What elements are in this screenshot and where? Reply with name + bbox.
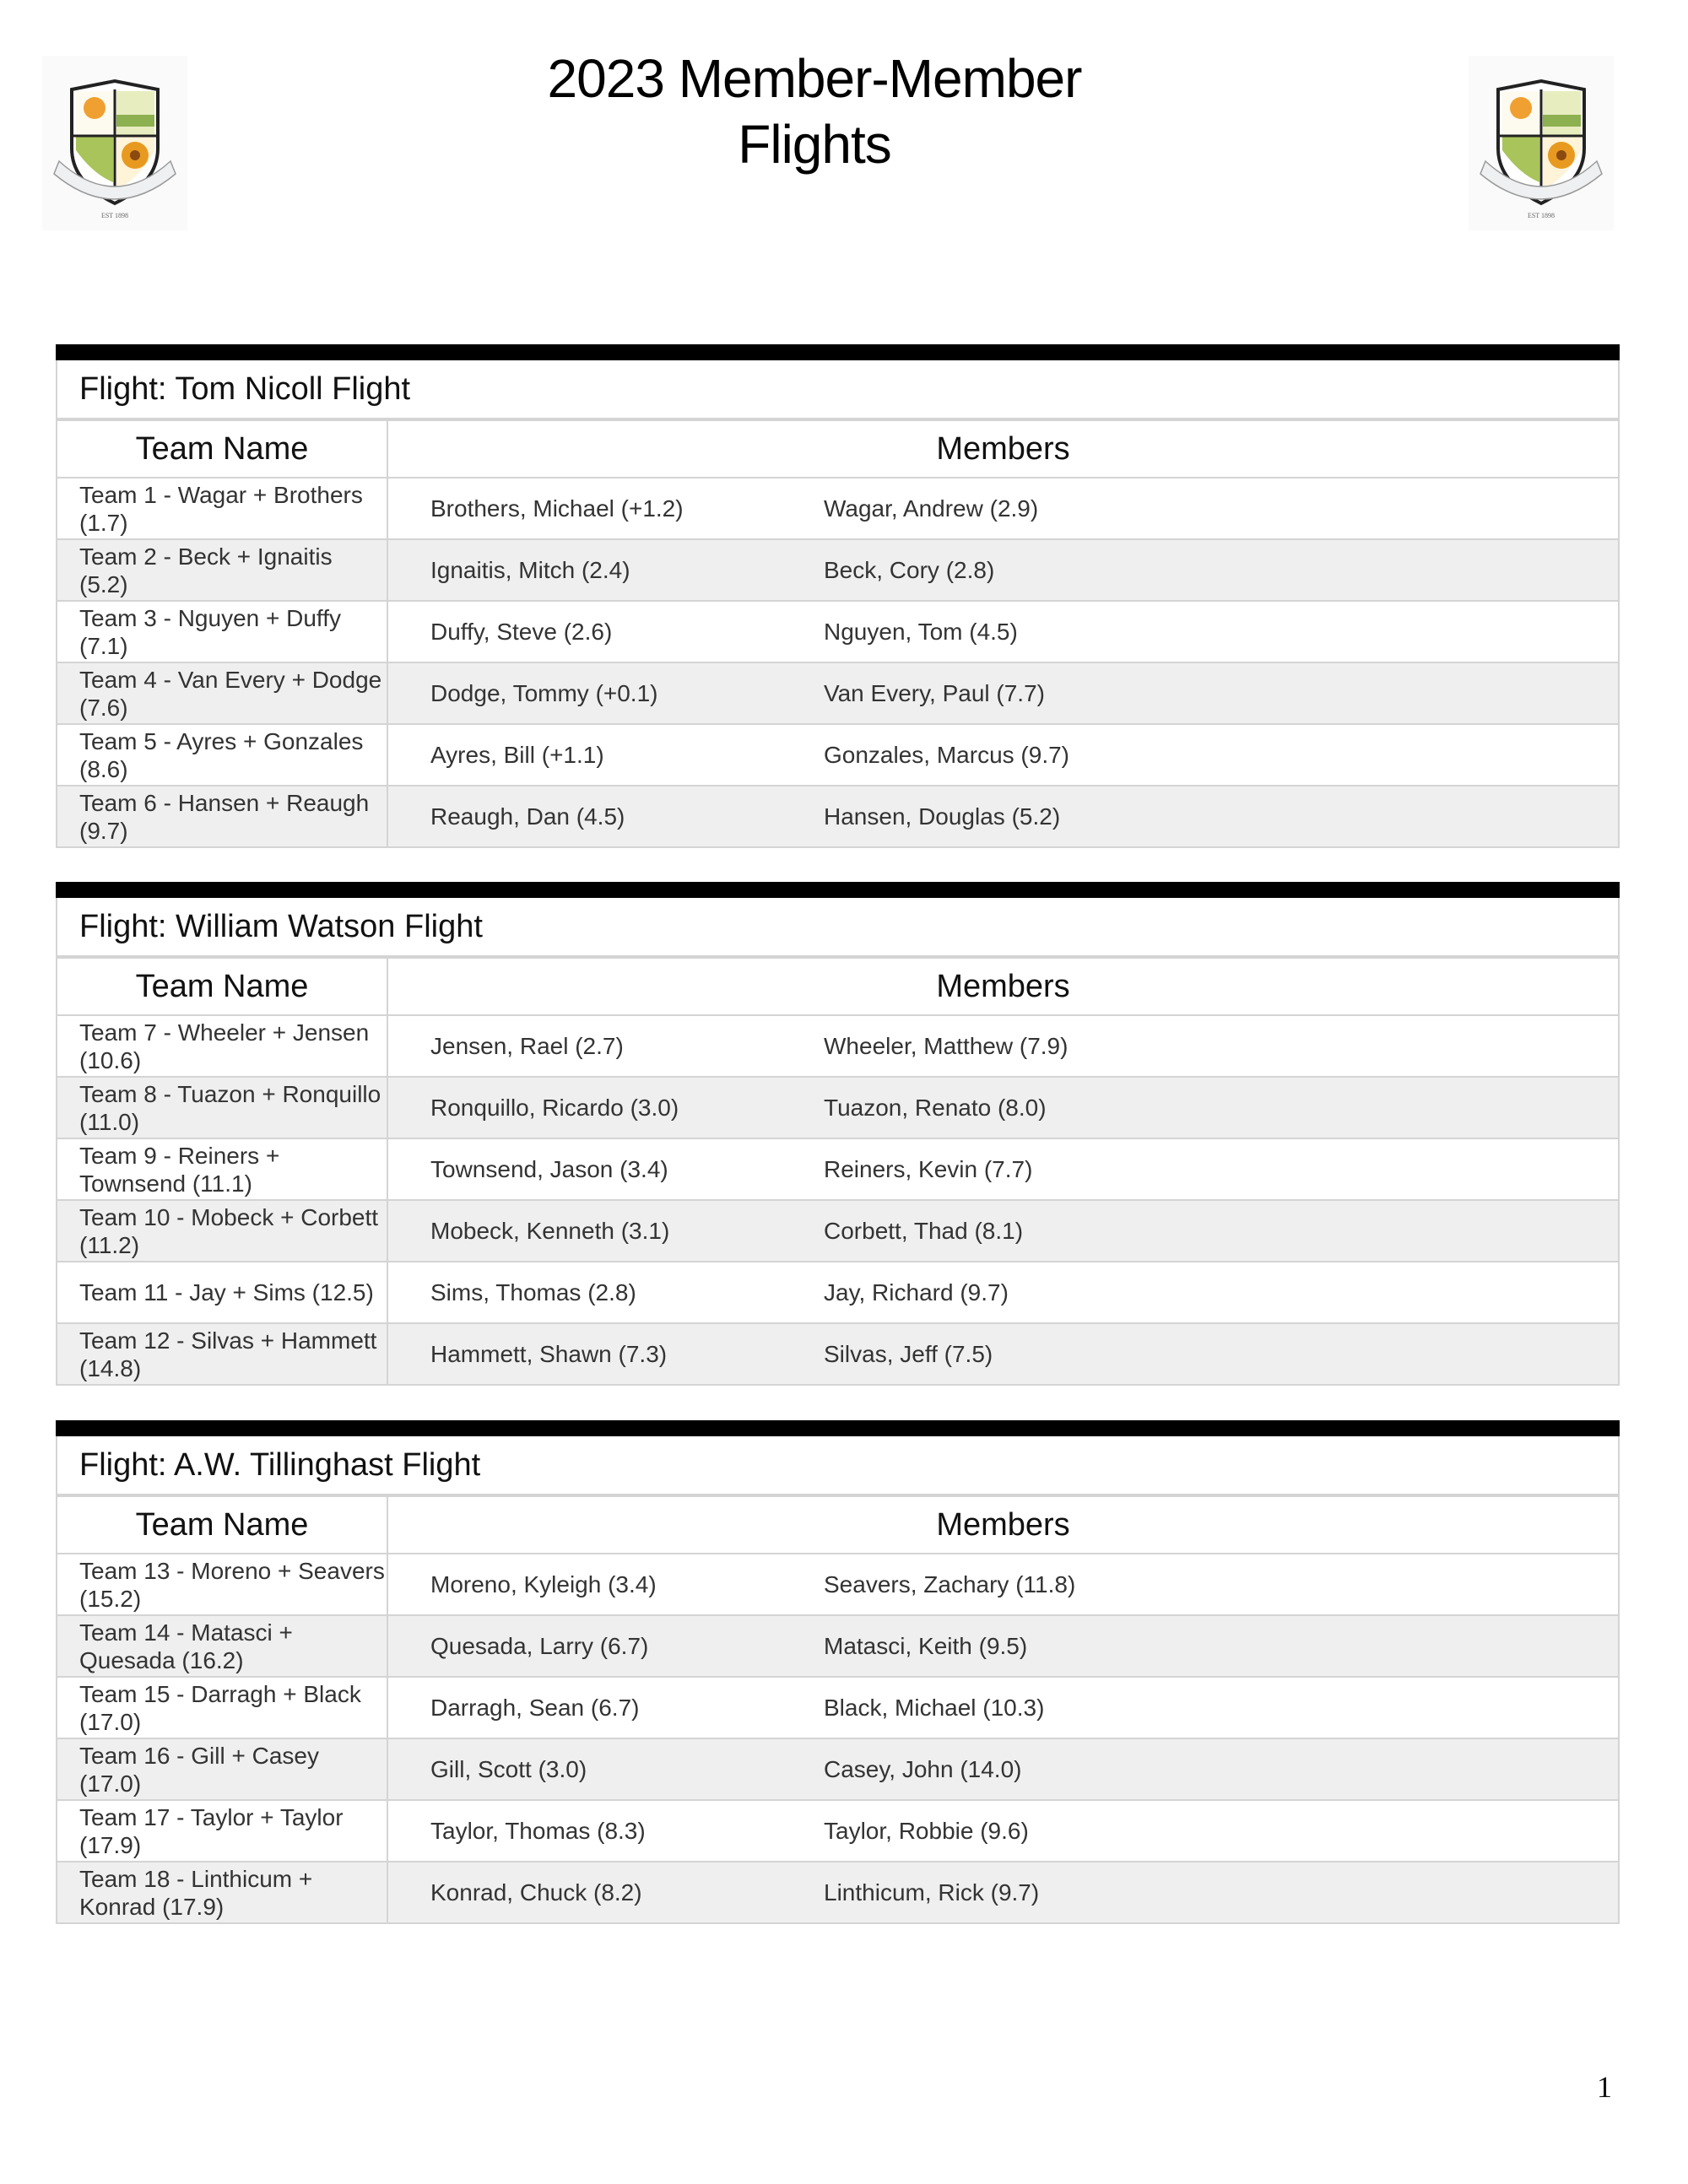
page-number: 1: [1597, 2070, 1612, 2104]
team-name-header: Team Name: [57, 1496, 387, 1554]
members-cell: [387, 786, 1619, 847]
members-cell: [387, 724, 1619, 786]
member-1: Ronquillo, Ricardo (3.0): [430, 1094, 679, 1121]
member-2: Van Every, Paul (7.7): [824, 679, 1045, 706]
members-cell: [387, 1738, 1619, 1800]
member-2: Beck, Cory (2.8): [824, 556, 995, 583]
member-1: Hammett, Shawn (7.3): [430, 1340, 668, 1367]
member-1: Jensen, Rael (2.7): [430, 1032, 624, 1059]
team-name-cell: Team 1 - Wagar + Brothers (1.7): [57, 478, 387, 539]
member-2: Reiners, Kevin (7.7): [824, 1155, 1033, 1182]
member-1: Quesada, Larry (6.7): [430, 1632, 649, 1659]
member-2: Matasci, Keith (9.5): [824, 1632, 1028, 1659]
table-row: [57, 1800, 1619, 1862]
member-2: Nguyen, Tom (4.5): [824, 618, 1018, 645]
members-cell: [387, 1554, 1619, 1615]
team-name-cell: Team 5 - Ayres + Gonzales (8.6): [57, 724, 387, 786]
team-name-cell: Team 15 - Darragh + Black (17.0): [57, 1677, 387, 1738]
team-name-header: Team Name: [57, 958, 387, 1015]
member-1: Ignaitis, Mitch (2.4): [430, 556, 630, 583]
member-1: Moreno, Kyleigh (3.4): [430, 1570, 657, 1597]
table-row: [57, 1262, 1619, 1323]
table-row: [57, 662, 1619, 724]
member-1: Mobeck, Kenneth (3.1): [430, 1217, 670, 1244]
members-header: Members: [387, 1496, 1619, 1554]
member-2: Tuazon, Renato (8.0): [824, 1094, 1047, 1121]
page-title: [0, 46, 1629, 177]
member-2: Casey, John (14.0): [824, 1755, 1022, 1782]
section-divider: [56, 1420, 1620, 1436]
team-name-cell: Team 3 - Nguyen + Duffy (7.1): [57, 601, 387, 662]
table-row: [57, 1862, 1619, 1923]
flight-title: Flight: William Watson Flight: [56, 898, 1620, 957]
table-row: [57, 1677, 1619, 1738]
table-header-row: [57, 1496, 1619, 1554]
section-divider: [56, 344, 1620, 360]
team-name-cell: Team 2 - Beck + Ignaitis (5.2): [57, 539, 387, 601]
member-1: Sims, Thomas (2.8): [430, 1279, 636, 1306]
flight-title: Flight: Tom Nicoll Flight: [56, 360, 1620, 419]
team-name-cell: Team 10 - Mobeck + Corbett (11.2): [57, 1200, 387, 1262]
member-2: Taylor, Robbie (9.6): [824, 1817, 1029, 1844]
members-cell: [387, 1200, 1619, 1262]
members-cell: [387, 1015, 1619, 1077]
svg-text:EST 1898: EST 1898: [1527, 212, 1555, 219]
members-cell: [387, 1677, 1619, 1738]
page-title-line1: 2023 Member-Member: [547, 48, 1082, 109]
team-name-cell: Team 17 - Taylor + Taylor (17.9): [57, 1800, 387, 1862]
flight-table: [56, 344, 1620, 848]
team-name-cell: Team 8 - Tuazon + Ronquillo (11.0): [57, 1077, 387, 1138]
team-name-cell: Team 9 - Reiners + Townsend (11.1): [57, 1138, 387, 1200]
table-row: [57, 539, 1619, 601]
member-1: Taylor, Thomas (8.3): [430, 1817, 646, 1844]
members-header: Members: [387, 958, 1619, 1015]
member-1: Dodge, Tommy (+0.1): [430, 679, 658, 706]
member-2: Silvas, Jeff (7.5): [824, 1340, 993, 1367]
member-2: Gonzales, Marcus (9.7): [824, 741, 1069, 768]
team-name-cell: Team 11 - Jay + Sims (12.5): [57, 1262, 387, 1323]
flight-table: [56, 882, 1620, 1386]
table-header-row: [57, 958, 1619, 1015]
table-row: [57, 1615, 1619, 1677]
table-row: [57, 601, 1619, 662]
member-1: Konrad, Chuck (8.2): [430, 1879, 642, 1906]
members-cell: [387, 1862, 1619, 1923]
table-row: [57, 1323, 1619, 1385]
flight-teams-table: [56, 1495, 1620, 1924]
members-cell: [387, 539, 1619, 601]
table-row: [57, 1554, 1619, 1615]
team-name-cell: Team 4 - Van Every + Dodge (7.6): [57, 662, 387, 724]
section-divider: [56, 882, 1620, 898]
team-name-header: Team Name: [57, 420, 387, 478]
member-2: Wheeler, Matthew (7.9): [824, 1032, 1069, 1059]
table-row: [57, 1138, 1619, 1200]
member-1: Duffy, Steve (2.6): [430, 618, 613, 645]
page-title-line2: Flights: [738, 114, 891, 175]
table-header-row: [57, 420, 1619, 478]
flight-table: [56, 1420, 1620, 1924]
members-cell: [387, 1323, 1619, 1385]
member-2: Seavers, Zachary (11.8): [824, 1570, 1076, 1597]
table-row: [57, 1200, 1619, 1262]
members-cell: [387, 478, 1619, 539]
table-row: [57, 1738, 1619, 1800]
team-name-cell: Team 12 - Silvas + Hammett (14.8): [57, 1323, 387, 1385]
team-name-cell: Team 13 - Moreno + Seavers (15.2): [57, 1554, 387, 1615]
member-1: Ayres, Bill (+1.1): [430, 741, 604, 768]
member-2: Jay, Richard (9.7): [824, 1279, 1009, 1306]
member-1: Reaugh, Dan (4.5): [430, 803, 625, 830]
team-name-cell: Team 14 - Matasci + Quesada (16.2): [57, 1615, 387, 1677]
members-cell: [387, 1138, 1619, 1200]
flight-title: Flight: A.W. Tillinghast Flight: [56, 1436, 1620, 1495]
member-2: Wagar, Andrew (2.9): [824, 495, 1039, 522]
member-1: Gill, Scott (3.0): [430, 1755, 587, 1782]
members-cell: [387, 601, 1619, 662]
member-1: Brothers, Michael (+1.2): [430, 495, 684, 522]
team-name-cell: Team 18 - Linthicum + Konrad (17.9): [57, 1862, 387, 1923]
table-row: [57, 1015, 1619, 1077]
member-1: Townsend, Jason (3.4): [430, 1155, 668, 1182]
svg-text:EST 1898: EST 1898: [100, 212, 129, 219]
member-2: Corbett, Thad (8.1): [824, 1217, 1024, 1244]
team-name-cell: Team 16 - Gill + Casey (17.0): [57, 1738, 387, 1800]
flight-teams-table: [56, 957, 1620, 1386]
member-1: Darragh, Sean (6.7): [430, 1694, 640, 1721]
table-row: [57, 1077, 1619, 1138]
flight-teams-table: [56, 419, 1620, 848]
table-row: [57, 786, 1619, 847]
member-2: Black, Michael (10.3): [824, 1694, 1045, 1721]
team-name-cell: Team 7 - Wheeler + Jensen (10.6): [57, 1015, 387, 1077]
members-cell: [387, 662, 1619, 724]
members-cell: [387, 1800, 1619, 1862]
member-2: Linthicum, Rick (9.7): [824, 1879, 1040, 1906]
team-name-cell: Team 6 - Hansen + Reaugh (9.7): [57, 786, 387, 847]
members-cell: [387, 1615, 1619, 1677]
members-cell: [387, 1262, 1619, 1323]
member-2: Hansen, Douglas (5.2): [824, 803, 1061, 830]
table-row: [57, 478, 1619, 539]
table-row: [57, 724, 1619, 786]
members-cell: [387, 1077, 1619, 1138]
members-header: Members: [387, 420, 1619, 478]
